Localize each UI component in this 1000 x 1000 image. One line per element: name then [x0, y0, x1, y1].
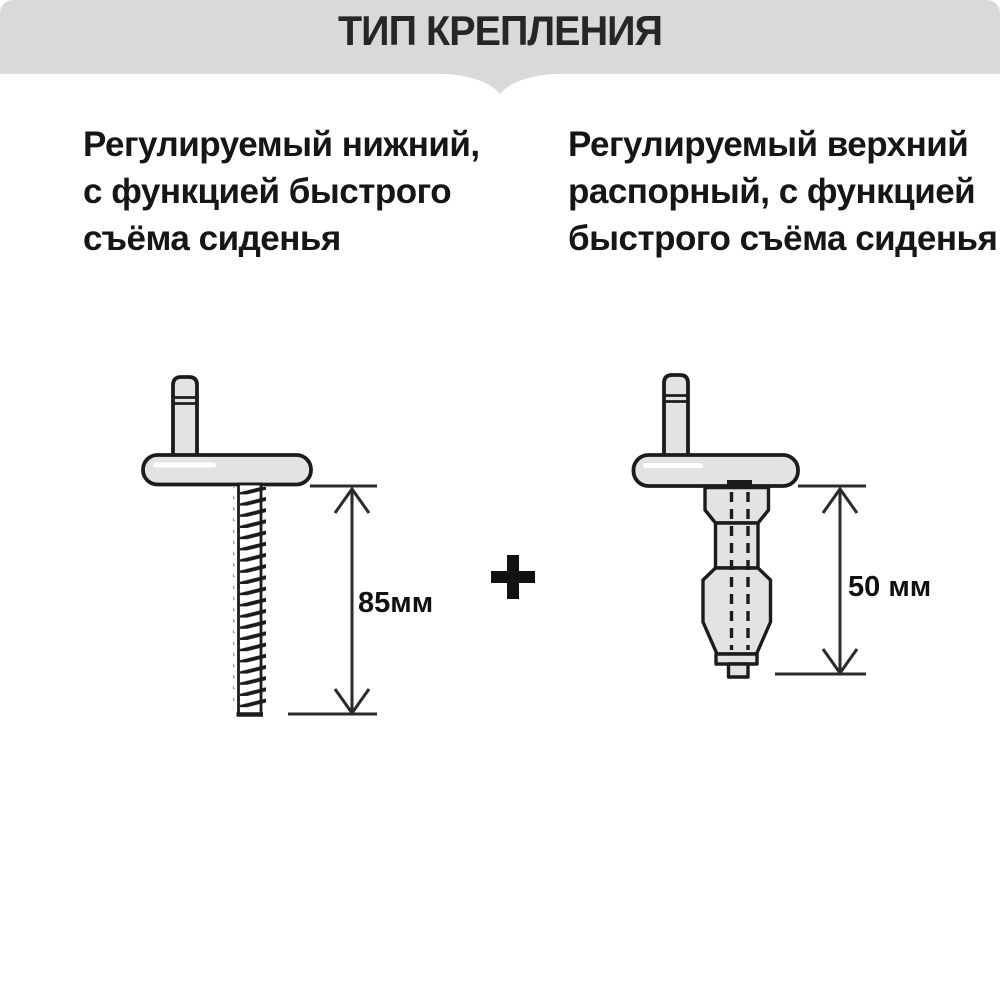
seat-crossbar — [143, 455, 311, 485]
anchor-top-section — [705, 488, 769, 524]
header-book-notch — [434, 73, 566, 94]
expansion-anchor — [703, 480, 771, 677]
right-heading — [568, 121, 997, 262]
page-title: ТИП КРЕПЛЕНИЯ — [337, 7, 663, 54]
left-heading — [83, 121, 480, 262]
hinge-pin-icon — [664, 375, 689, 456]
heading-line: Регулируемый нижний, — [83, 125, 480, 164]
heading-line: быстрого съёма сиденья — [568, 219, 998, 258]
plus-icon-vertical-bar — [507, 555, 519, 599]
hinge-pin-icon — [173, 377, 198, 456]
top-expansion-mount-diagram — [600, 360, 940, 740]
threaded-screw — [234, 484, 267, 715]
anchor-stub — [729, 664, 749, 677]
header-banner — [0, 0, 1000, 74]
anchor-bulge — [703, 568, 771, 654]
dimension-label: 50 мм — [848, 571, 932, 603]
screw-thread — [234, 487, 267, 709]
heading-line: Регулируемый верхний — [568, 125, 969, 164]
heading-line: с функцией быстрого — [83, 172, 452, 211]
bottom-screw-mount-diagram — [120, 360, 460, 740]
dimension-label: 85мм — [358, 587, 434, 619]
crossbar-highlight — [153, 463, 216, 468]
heading-line: съёма сиденья — [83, 219, 341, 258]
heading-line: распорный, с функцией — [568, 172, 976, 211]
plus-icon — [491, 555, 535, 599]
crossbar-highlight — [643, 463, 703, 468]
seat-crossbar — [634, 455, 799, 486]
anchor-mid-section — [716, 523, 759, 568]
